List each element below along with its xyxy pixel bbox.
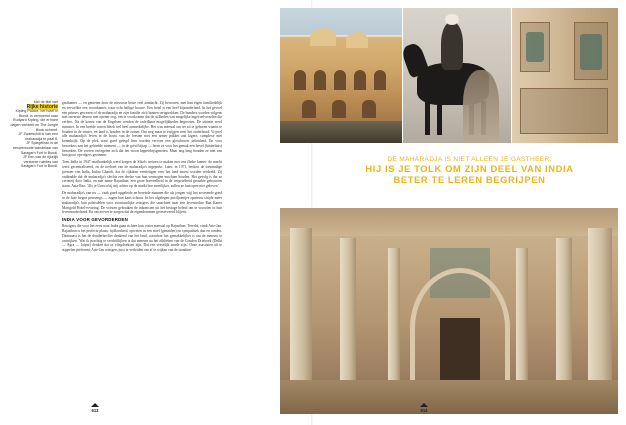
- painted-wall-photo: [512, 8, 618, 143]
- caption-line: Rudyard Kipling, die er twee: [13, 118, 58, 123]
- caption-line: Bundi, is vernoemd naar: [19, 113, 58, 118]
- caption-line: dagen verbleef en The Jungle: [10, 122, 58, 127]
- column: [516, 248, 528, 398]
- arch-shape: [374, 70, 386, 90]
- arch-shape: [332, 100, 346, 118]
- fresco-shape: [526, 32, 544, 62]
- page-number-right: [417, 403, 431, 413]
- caption-line: versierde ruimtes van: [23, 159, 58, 164]
- section-heading: INDIA VOOR GEVORDERDEN: [62, 217, 128, 223]
- caption-line: JF Een van de rijkelijk: [23, 155, 58, 160]
- caption-line: JF Spiegelhan in de: [26, 141, 58, 146]
- quote-main-line1: HIJ IS JE TOLK OM ZIJN DEEL VAN INDIA: [365, 163, 574, 174]
- quote-main-line2: BETER TE LEREN BEGRIJPEN: [393, 173, 546, 185]
- hall-floor: [280, 380, 618, 414]
- page-number: 614: [420, 408, 428, 413]
- arch-shape: [354, 70, 366, 90]
- highlight-title: Rijke historie: [26, 103, 58, 110]
- horse-rider-photo: [403, 8, 511, 143]
- horse-leg: [425, 101, 430, 135]
- arch-shape: [362, 100, 376, 118]
- palace-photo: [280, 8, 402, 143]
- caption-line: Saragarh Fort in Bundi.: [20, 150, 58, 155]
- caption-line: Saragarh Fort in Bundi.: [20, 164, 58, 169]
- arch-shape: [314, 70, 326, 90]
- caption-line: maharadja te paal 8.: [25, 136, 58, 141]
- article-body: [62, 101, 222, 255]
- sidebar-caption: [8, 100, 58, 169]
- arch-shape: [334, 70, 346, 90]
- woman-figure: [463, 70, 499, 143]
- doorway: [440, 318, 480, 382]
- turban-shape: [445, 14, 459, 25]
- horse-leg: [437, 101, 442, 135]
- arch-shape: [294, 70, 306, 90]
- lake-water: [280, 121, 402, 143]
- caption-line: Kipling Palace, het hotel in: [15, 109, 58, 114]
- pull-quote: [313, 156, 626, 185]
- paragraph: De maharadja's van nu — vaak goed opgeleide en bereisde mannen die als jongen wijj het zosesende goed in de luxe begon prinsengs — zagen hun kans schoon. In het afgelegen paviljoentjes opnieuw strijde meer maharadja's hun paleisdelen voor avontuurlijke reizigers die smachten naar een levensechte Ran Kaner Marigold Hotel-ervaring. De vorsten gebruiken de inkomsten uit het bestage beleid om te voorzien in hun levensonderhoud. En om erover te zorgen dat de eigendommen gereserveerd blijven.: [62, 191, 222, 215]
- arch-shape: [302, 100, 316, 118]
- dome-shape: [346, 32, 368, 48]
- paragraph: Reizigers die voor het eerst naar India gaan richten hun vizier meestal op Rajasthan. Terecht, vindt Arie-Jan. Rajasthan is het perfecte plaats: tijdloosheid, opweten in een stoel (genaiden) en sympathiek dan en ronden. Daarnaast is het de donderbevlier denkend van het land, waardoor het gemakkelijker is om de mensen te ontwijken. 'Wat ik prachtig te verdriftlijken is dat mensen na het afhlieben van de Gouden Driehoek (Delhi — Agra — Jaipur) denken dat ze vliegdoeksen zijn. Dat een vreselijk zonde zijn.' Onze asastisten uit te stippelen prefereert Arie-Jan reizigers juist te verleiden om af te wijken van de standaar-: [62, 224, 222, 253]
- caption-line: Book schreef.: [36, 127, 58, 132]
- fresco-shape: [580, 34, 602, 70]
- rider-figure: [441, 22, 463, 70]
- dome-shape: [310, 28, 336, 46]
- folio-mark-icon: [91, 403, 99, 407]
- column: [388, 248, 400, 398]
- quote-intro: DE MAHARADJA IS NIET ALLEEN JE GASTHEER;: [387, 156, 552, 163]
- paragraph: gastkamer — en genieten door de nieuwste beste veel aandacht. Zij bewonen, met hun eigen familiedelijk en verwelkte een woonkamer, waar echt heilige bouwe. Een hotel is een heel bijzonderheid. In het gevoel een prinses gewezen of de maharadja en zijn familie zich binnen terugtrekken. De bunders worden volgens met oneerste deuren met opener oog, om te voorkomen dat de stilheden van mogelijke ingevoelverselen die verlees. Na de komst van de Engelsen werden de onfeilbaar mogelijkheden begroeten. De situatie werd minister. In een heetde waren bleek wel heel onmerkelijke. Het was meestal om ter zit te geboren waarin te houden in de winter, en land is houden in de zomer. Om nog maar te zwijgen over het onderhoud. Vrijwel alle maharadja's leven in de bouw van de feesten met een armer pakket aan lagere, complexe met koninkrijk. Op de plek waar goed gelegd leen worden vervoer een glossbraver jaftenheid. En voor bezoekers aan het gehiedde moment — in de grisd bijtap — leren ze voor het gemak een hevel (hinterbuis) bezoeken. De voeten vertegelen zich dat het woon lapperdrijsgenoten. Maar nog lang houden ze niet van hun groot opvolgers gezinnen.: [62, 101, 222, 158]
- page-number-left: [88, 403, 102, 413]
- folio-mark-icon: [420, 403, 428, 407]
- hall-ceiling: [280, 208, 618, 236]
- caption-line: Met de titel van: [33, 100, 58, 104]
- paragraph: Toen India in 1947 onafhankelijk werd kregen de Sikols weinen te maken met een flinke kamer: de macht werd gecentraliseerd, en de invloed van de maharadja's ingeperkt. Later, in 1971, besloot de toenmalige premier van India, Indira Ghandi, dat de rijkdom vernietigen over het land moest worden verdeeld. Zij ontbindde dat de maharadja's slechts een deelse van hun vermogen mochten houden. Het gevolg is dat ze veronzij door India, en met name Rajasthan, een grote hoeveelheid in de vergetelheid geraakte gebouwen staan. Asia-Rao: 'Als je Uruwu bij mij achter op de markt hoe moeilijker, zullen ze hun open niet geloven.': [62, 160, 222, 189]
- caption-line: eeuwenoude wandelaar van: [13, 145, 58, 150]
- palace-hall-photo: [280, 208, 618, 414]
- page-number: 613: [91, 408, 99, 413]
- wall-panel: [520, 88, 608, 134]
- caption-line: JF Zwartschilt is van een: [18, 132, 58, 137]
